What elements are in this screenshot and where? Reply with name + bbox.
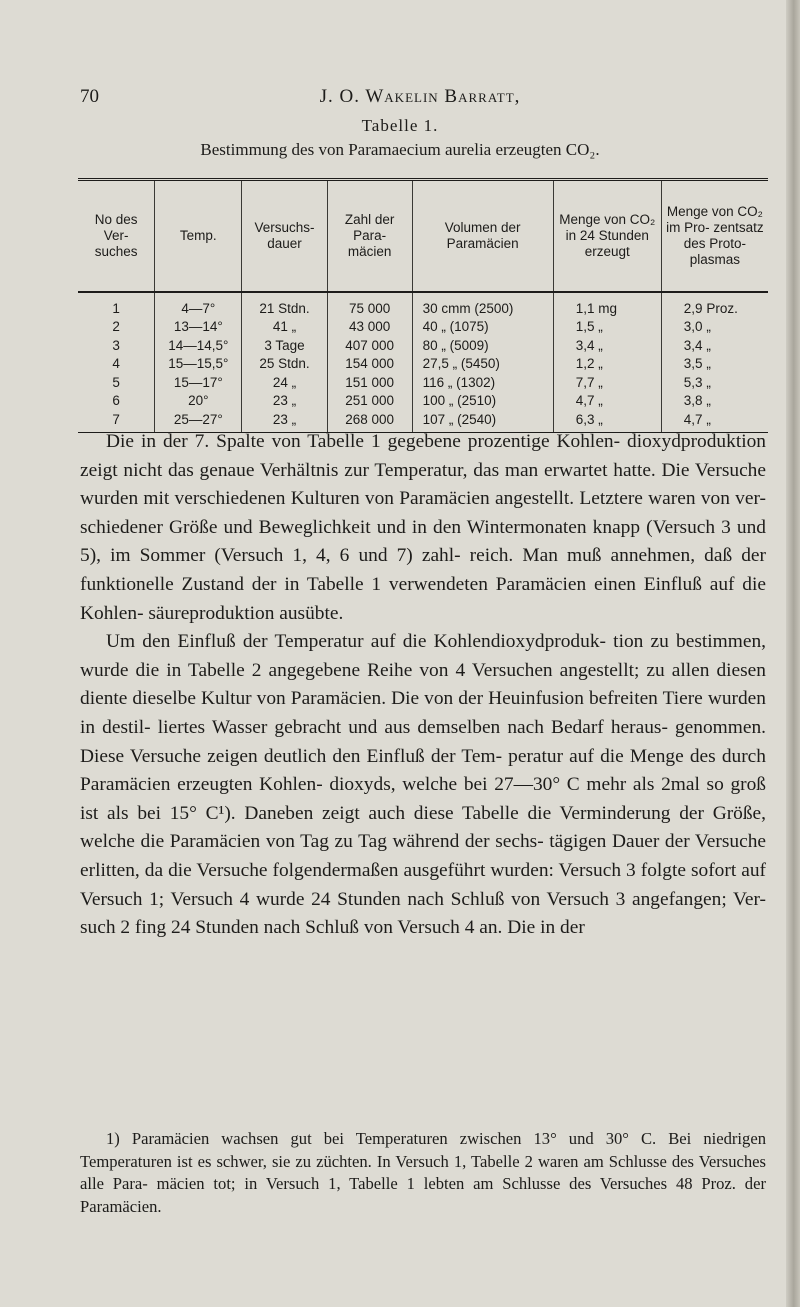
table-row [78, 317, 768, 336]
cell-duration: 23 „ [242, 391, 327, 410]
cell-duration: 25 Stdn. [242, 354, 327, 373]
cell-temp: 13—14° [155, 317, 242, 336]
column-header-co2-percent: Menge von CO₂ im Pro- zentsatz des Proto- plasmas [661, 180, 768, 292]
cell-temp: 20° [155, 391, 242, 410]
table-caption: Bestimmung des von Paramaecium aurelia erzeugten CO₂. [200, 140, 600, 159]
table-header-row [78, 180, 768, 292]
cell-duration: 3 Tage [242, 336, 327, 355]
cell-no: 7 [78, 410, 155, 432]
column-header-count: Zahl der Para- mäcien [327, 180, 412, 292]
column-header-co2-amount: Menge von CO₂ in 24 Stunden erzeugt [553, 180, 661, 292]
cell-co2-percent: 3,8 „ [661, 391, 768, 410]
cell-no: 5 [112, 374, 120, 390]
table-title: Tabelle 1. [361, 116, 439, 135]
paragraph: Die in der 7. Spalte von Tabelle 1 gegebene prozentige Kohlen- dioxydproduktion zeigt nicht das genaue Verhältnis zur Temperatur, das man erwartet hatte. Die Versuche wurden mit verschiedenen Kulturen von Paramäcien angestellt. Letztere waren von ver- schiedener Größe und Beweglichkeit und in den Wintermonaten knapp (Versuch 3 und 5), im Sommer (Versuch 1, 4, 6 und 7) zahl- reich. Man muß annehmen, daß der funktionelle Zustand der in Tabelle 1 verwendeten Paramäcien einen Einfluß auf die Kohlen- säureproduktion ausübte. [80, 431, 766, 624]
cell-duration: 23 „ [242, 410, 327, 432]
body-text [80, 428, 766, 943]
cell-count: 75 000 [327, 292, 412, 318]
cell-no: 3 [112, 337, 120, 353]
footnote-text: 1) Paramäcien wachsen gut bei Temperaturen zwischen 13° und 30° C. Bei niedrigen Temperaturen ist es schwer, sie zu züchten. In Versuch 1, Tabelle 2 waren am Schlusse des Versuches alle Para- mäcien tot; in Versuch 1, Tabelle 1 lebten am Schlusse des Versuches 48 Proz. der Paramäcien. [80, 1129, 766, 1216]
cell-volume: 116 „ (1302) [412, 373, 553, 392]
cell-co2-percent: 4,7 „ [661, 410, 768, 432]
table-row [78, 336, 768, 355]
page-number: 70 [80, 86, 99, 107]
cell-temp: 15—17° [155, 373, 242, 392]
table-row [78, 391, 768, 410]
cell-temp: 4—7° [155, 292, 242, 318]
cell-no: 6 [112, 393, 120, 409]
cell-volume: 100 „ (2510) [412, 391, 553, 410]
running-title: J. O. Wakelin Barratt, [319, 86, 521, 107]
column-header-temp: Temp. [155, 180, 242, 292]
cell-no: 4 [112, 356, 120, 372]
cell-count: 407 000 [327, 336, 412, 355]
cell-co2-amount: 6,3 „ [553, 410, 661, 432]
cell-co2-percent: 5,3 „ [661, 373, 768, 392]
cell-duration: 41 „ [242, 317, 327, 336]
cell-co2-amount: 3,4 „ [553, 336, 661, 355]
page-edge [786, 0, 800, 1307]
footnote [80, 1128, 766, 1218]
table-row [78, 292, 768, 318]
cell-count: 43 000 [327, 317, 412, 336]
cell-temp: 25—27° [155, 410, 242, 432]
co2-table [78, 178, 768, 433]
cell-volume: 40 „ (1075) [412, 317, 553, 336]
column-header-volume: Volumen der Paramäcien [412, 180, 553, 292]
cell-count: 268 000 [327, 410, 412, 432]
cell-no: 2 [112, 319, 120, 335]
cell-volume: 27,5 „ (5450) [412, 354, 553, 373]
column-header-no: No des Ver- suches [78, 180, 155, 292]
cell-duration: 21 Stdn. [242, 292, 327, 318]
column-header-duration: Versuchs- dauer [242, 180, 327, 292]
cell-co2-amount: 1,1 mg [553, 292, 661, 318]
cell-volume: 30 cmm (2500) [412, 292, 553, 318]
cell-duration: 24 „ [242, 373, 327, 392]
cell-co2-percent: 3,5 „ [661, 354, 768, 373]
cell-co2-percent: 3,0 „ [661, 317, 768, 336]
cell-volume: 107 „ (2540) [412, 410, 553, 432]
cell-no: 1 [112, 300, 120, 316]
cell-co2-percent: 3,4 „ [661, 336, 768, 355]
cell-count: 151 000 [327, 373, 412, 392]
table-row [78, 373, 768, 392]
cell-co2-amount: 4,7 „ [553, 391, 661, 410]
cell-temp: 14—14,5° [155, 336, 242, 355]
page-header [80, 86, 760, 116]
table-row [78, 354, 768, 373]
cell-co2-amount: 1,2 „ [553, 354, 661, 373]
cell-count: 251 000 [327, 391, 412, 410]
cell-co2-amount: 1,5 „ [553, 317, 661, 336]
cell-co2-amount: 7,7 „ [553, 373, 661, 392]
cell-temp: 15—15,5° [155, 354, 242, 373]
cell-co2-percent: 2,9 Proz. [661, 292, 768, 318]
cell-count: 154 000 [327, 354, 412, 373]
paragraph: Um den Einfluß der Temperatur auf die Kohlendioxydproduk- tion zu bestimmen, wurde die in Tabelle 2 angegebene Reihe von 4 Versuchen angestellt; zu allen diesen diente dieselbe Kultur von Paramäcien. Die von der Heuinfusion befreiten Tiere wurden in destil- liertes Wasser gebracht und aus demselben nach Bedarf heraus- genommen. Diese Versuche zeigen deutlich den Einfluß der Tem- peratur auf die Menge des durch Paramäcien erzeugten Kohlen- dioxyds, welche bei 27—30° C mehr als 2mal so groß ist als bei 15° C¹). Daneben zeigt auch diese Tabelle die Verminderung der Größe, welche die Paramäcien von Tag zu Tag während der sechs- tägigen Dauer der Versuche erlitten, da die Versuche folgendermaßen ausgeführt wurden: Versuch 3 folgte sofort auf Versuch 1; Versuch 4 wurde 24 Stunden nach Schluß von Versuch 3 angefangen; Ver- such 2 fing 24 Stunden nach Schluß von Versuch 4 an. Die in der [80, 631, 766, 939]
cell-volume: 80 „ (5009) [412, 336, 553, 355]
